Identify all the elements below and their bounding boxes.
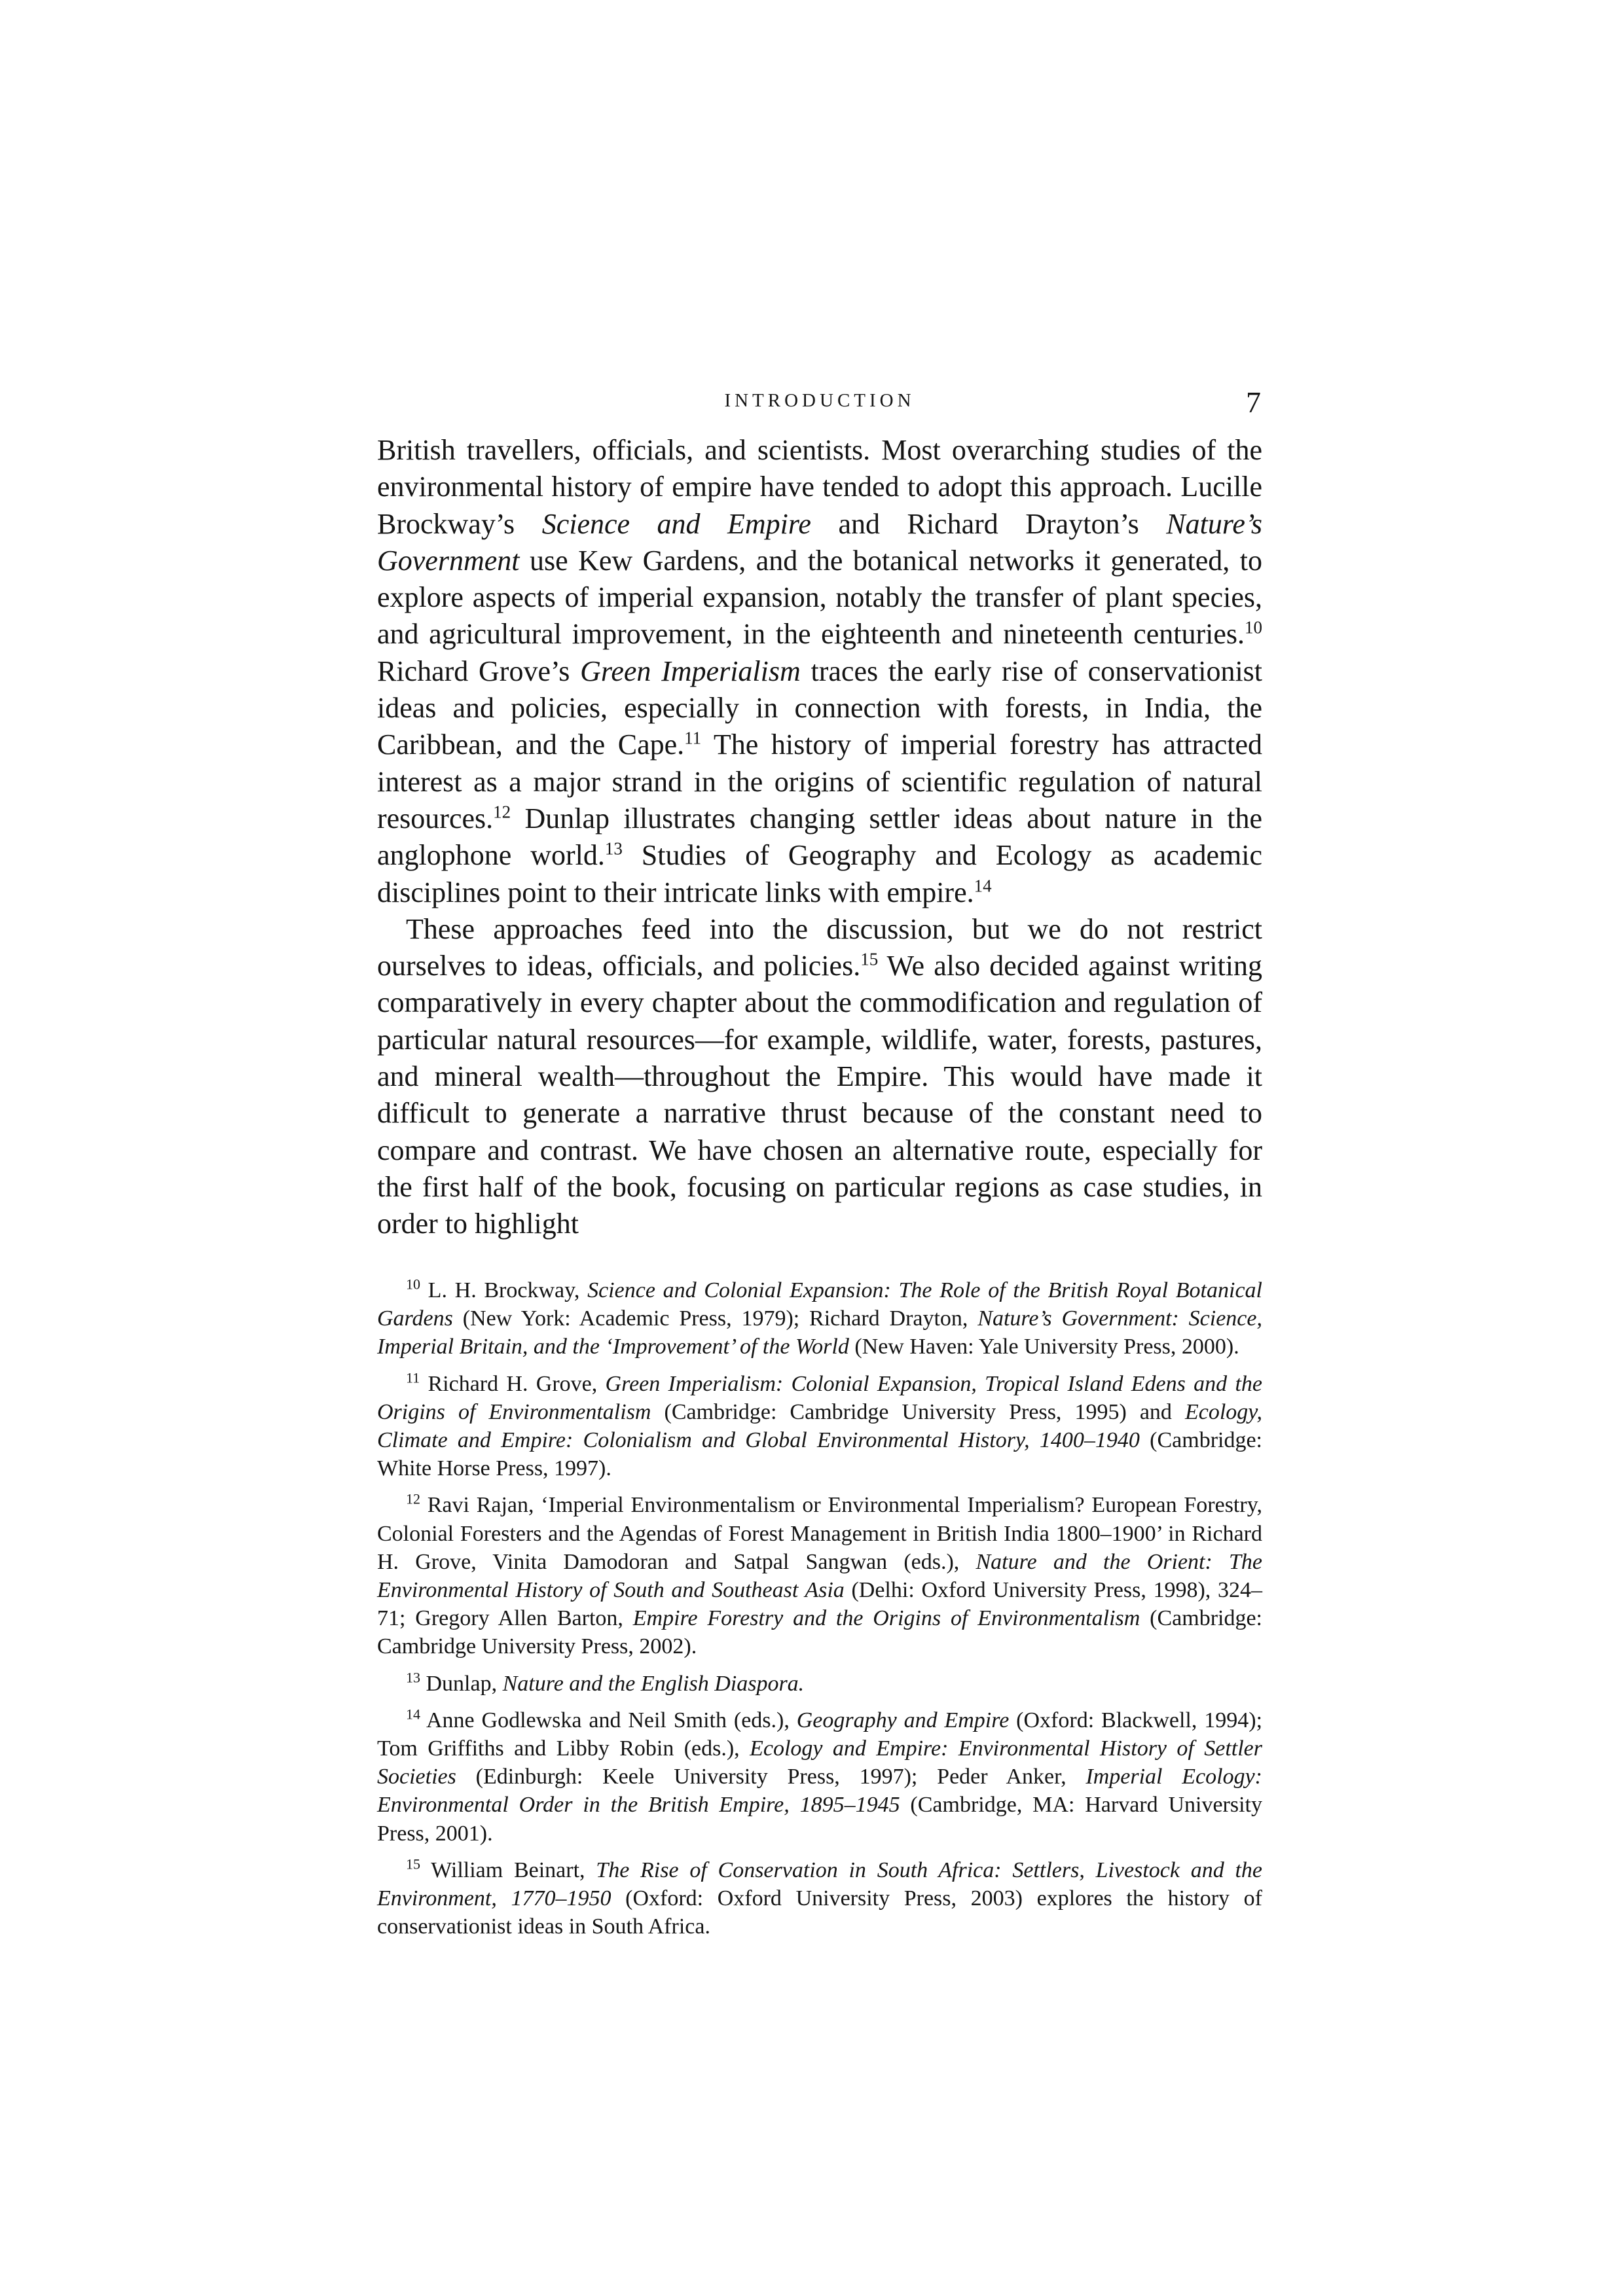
footnote-10 <box>377 1276 1262 1361</box>
text-run: (New York: Academic Press, 1979); Richard Drayton, <box>452 1306 978 1331</box>
footnote-13 <box>377 1670 1262 1698</box>
footnote-number: 10 <box>406 1276 420 1293</box>
text-run: (New Haven: Yale University Press, 2000). <box>848 1335 1239 1359</box>
footnote-ref-14[interactable]: 14 <box>974 875 992 895</box>
italic-title: Ecology and Empire: Environmental History of Settler Societies <box>377 1736 1262 1789</box>
text-run: Dunlap illustrates changing settler ideas about nature in the anglophone world. <box>377 802 1262 872</box>
text-run: (Oxford: Blackwell, 1994); Tom Griffiths and Libby Robin (eds.), <box>377 1708 1263 1761</box>
italic-title: Empire Forestry and the Origins of Environmentalism <box>632 1606 1140 1631</box>
footnote-number: 13 <box>406 1669 420 1686</box>
italic-title: Science and Colonial Expansion: The Role of the British Royal Botanical Gardens <box>377 1278 1262 1331</box>
footnote-ref-15[interactable]: 15 <box>860 949 879 969</box>
text-run: (Cambridge: Cambridge University Press, 2002). <box>377 1606 1262 1659</box>
text-run: (Cambridge: White Horse Press, 1997). <box>377 1428 1262 1481</box>
body-text <box>377 432 1262 1243</box>
footnote-number: 14 <box>406 1706 420 1723</box>
footnote-ref-10[interactable]: 10 <box>1245 617 1262 637</box>
footnote-number: 15 <box>406 1856 420 1873</box>
footnote-12 <box>377 1491 1262 1660</box>
footnote-ref-13[interactable]: 13 <box>604 838 623 859</box>
paragraph-1 <box>377 432 1262 911</box>
italic-title: Green Imperialism: Colonial Expansion, Tropical Island Edens and the Origins of Environmentalism <box>377 1371 1262 1424</box>
footnote-11 <box>377 1370 1262 1483</box>
text-run: Richard H. Grove, <box>420 1371 606 1396</box>
text-run: (Cambridge: Cambridge University Press, 1995) and <box>651 1399 1185 1424</box>
text-run: Studies of Geography and Ecology as academic disciplines point to their intricate links with empire. <box>377 839 1263 908</box>
text-run: use Kew Gardens, and the botanical networks it generated, to explore aspects of imperial expansion, notably the transfer of plant species, and agricultural improvement, in the eighteenth and nineteenth centuries. <box>377 544 1262 651</box>
text-run: British travellers, officials, and scientists. Most overarching studies of the environmental history of empire have tended to adopt this approach. Lucille Brockway’s <box>377 434 1262 540</box>
running-head <box>377 385 1262 418</box>
text-run: traces the early rise of conservationist ideas and policies, especially in connection with forests, in India, the Caribbean, and the Cape. <box>377 655 1263 761</box>
footnote-15 <box>377 1856 1262 1941</box>
text-run: (Cambridge, MA: Harvard University Press, 2001). <box>377 1793 1263 1846</box>
text-run: (Delhi: Oxford University Press, 1998), 324–71; Gregory Allen Barton, <box>377 1578 1262 1631</box>
footnote-number: 12 <box>406 1491 420 1508</box>
italic-title: Ecology, Climate and Empire: Colonialism and Global Environmental History, 1400–1940 <box>377 1399 1262 1453</box>
italic-title: Geography and Empire <box>796 1708 1010 1732</box>
text-run: and Richard Drayton’s <box>811 507 1167 540</box>
text-run: William Beinart, <box>420 1857 596 1882</box>
italic-title: Science and Empire <box>541 507 811 540</box>
text-run: L. H. Brockway, <box>420 1278 588 1302</box>
text-run: Richard Grove’s <box>377 655 581 687</box>
footnotes <box>377 1276 1262 1949</box>
text-run: The history of imperial forestry has attracted interest as a major strand in the origins of scientific regulation of natural resources. <box>377 728 1262 834</box>
italic-title: Nature and the English Diaspora. <box>502 1671 805 1696</box>
running-title: INTRODUCTION <box>724 390 915 411</box>
italic-title: Nature’s Government <box>377 507 1262 577</box>
text-run: Ravi Rajan, ‘Imperial Environmentalism or Environmental Imperialism? European Forestry, Colonial Foresters and the Agendas of Forest Management in British India 1800–1900’ in Richard H. Grove, Vinita Damodoran and Satpal Sangwan (eds.), <box>377 1493 1262 1574</box>
footnote-ref-11[interactable]: 11 <box>684 728 702 748</box>
italic-title: Imperial Ecology: Environmental Order in the British Empire, 1895–1945 <box>377 1765 1262 1818</box>
footnote-number: 11 <box>406 1369 420 1386</box>
text-run: (Oxford: Oxford University Press, 2003) explores the history of conservationist ideas in South Africa. <box>377 1886 1262 1939</box>
italic-title: Green Imperialism <box>580 655 801 687</box>
text-run: We also decided against writing comparatively in every chapter about the commodification and regulation of particular natural resources—for example, wildlife, water, forests, pastures, and mineral wealth—throughout the Empire. This would have made it difficult to generate a narrative thrust because of the constant need to compare and contrast. We have chosen an alternative route, especially for the first half of the book, focusing on particular regions as case studies, in order to highlight <box>377 950 1262 1240</box>
italic-title: Nature’s Government: Science, Imperial Britain, and the ‘Improvement’ of the World <box>377 1306 1262 1359</box>
footnote-ref-12[interactable]: 12 <box>493 802 511 822</box>
text-run: (Edinburgh: Keele University Press, 1997); Peder Anker, <box>456 1765 1086 1789</box>
text-run: Dunlap, <box>420 1671 503 1696</box>
paragraph-2 <box>377 911 1262 1243</box>
italic-title: Nature and the Orient: The Environmental History of South and Southeast Asia <box>377 1549 1262 1603</box>
text-run: These approaches feed into the discussion, but we do not restrict ourselves to ideas, officials, and policies. <box>377 912 1262 982</box>
footnote-14 <box>377 1706 1262 1848</box>
italic-title: The Rise of Conservation in South Africa: Settlers, Livestock and the Environment, 1770–1950 <box>377 1857 1263 1911</box>
page-number: 7 <box>1246 386 1261 419</box>
text-run: Anne Godlewska and Neil Smith (eds.), <box>420 1708 797 1732</box>
